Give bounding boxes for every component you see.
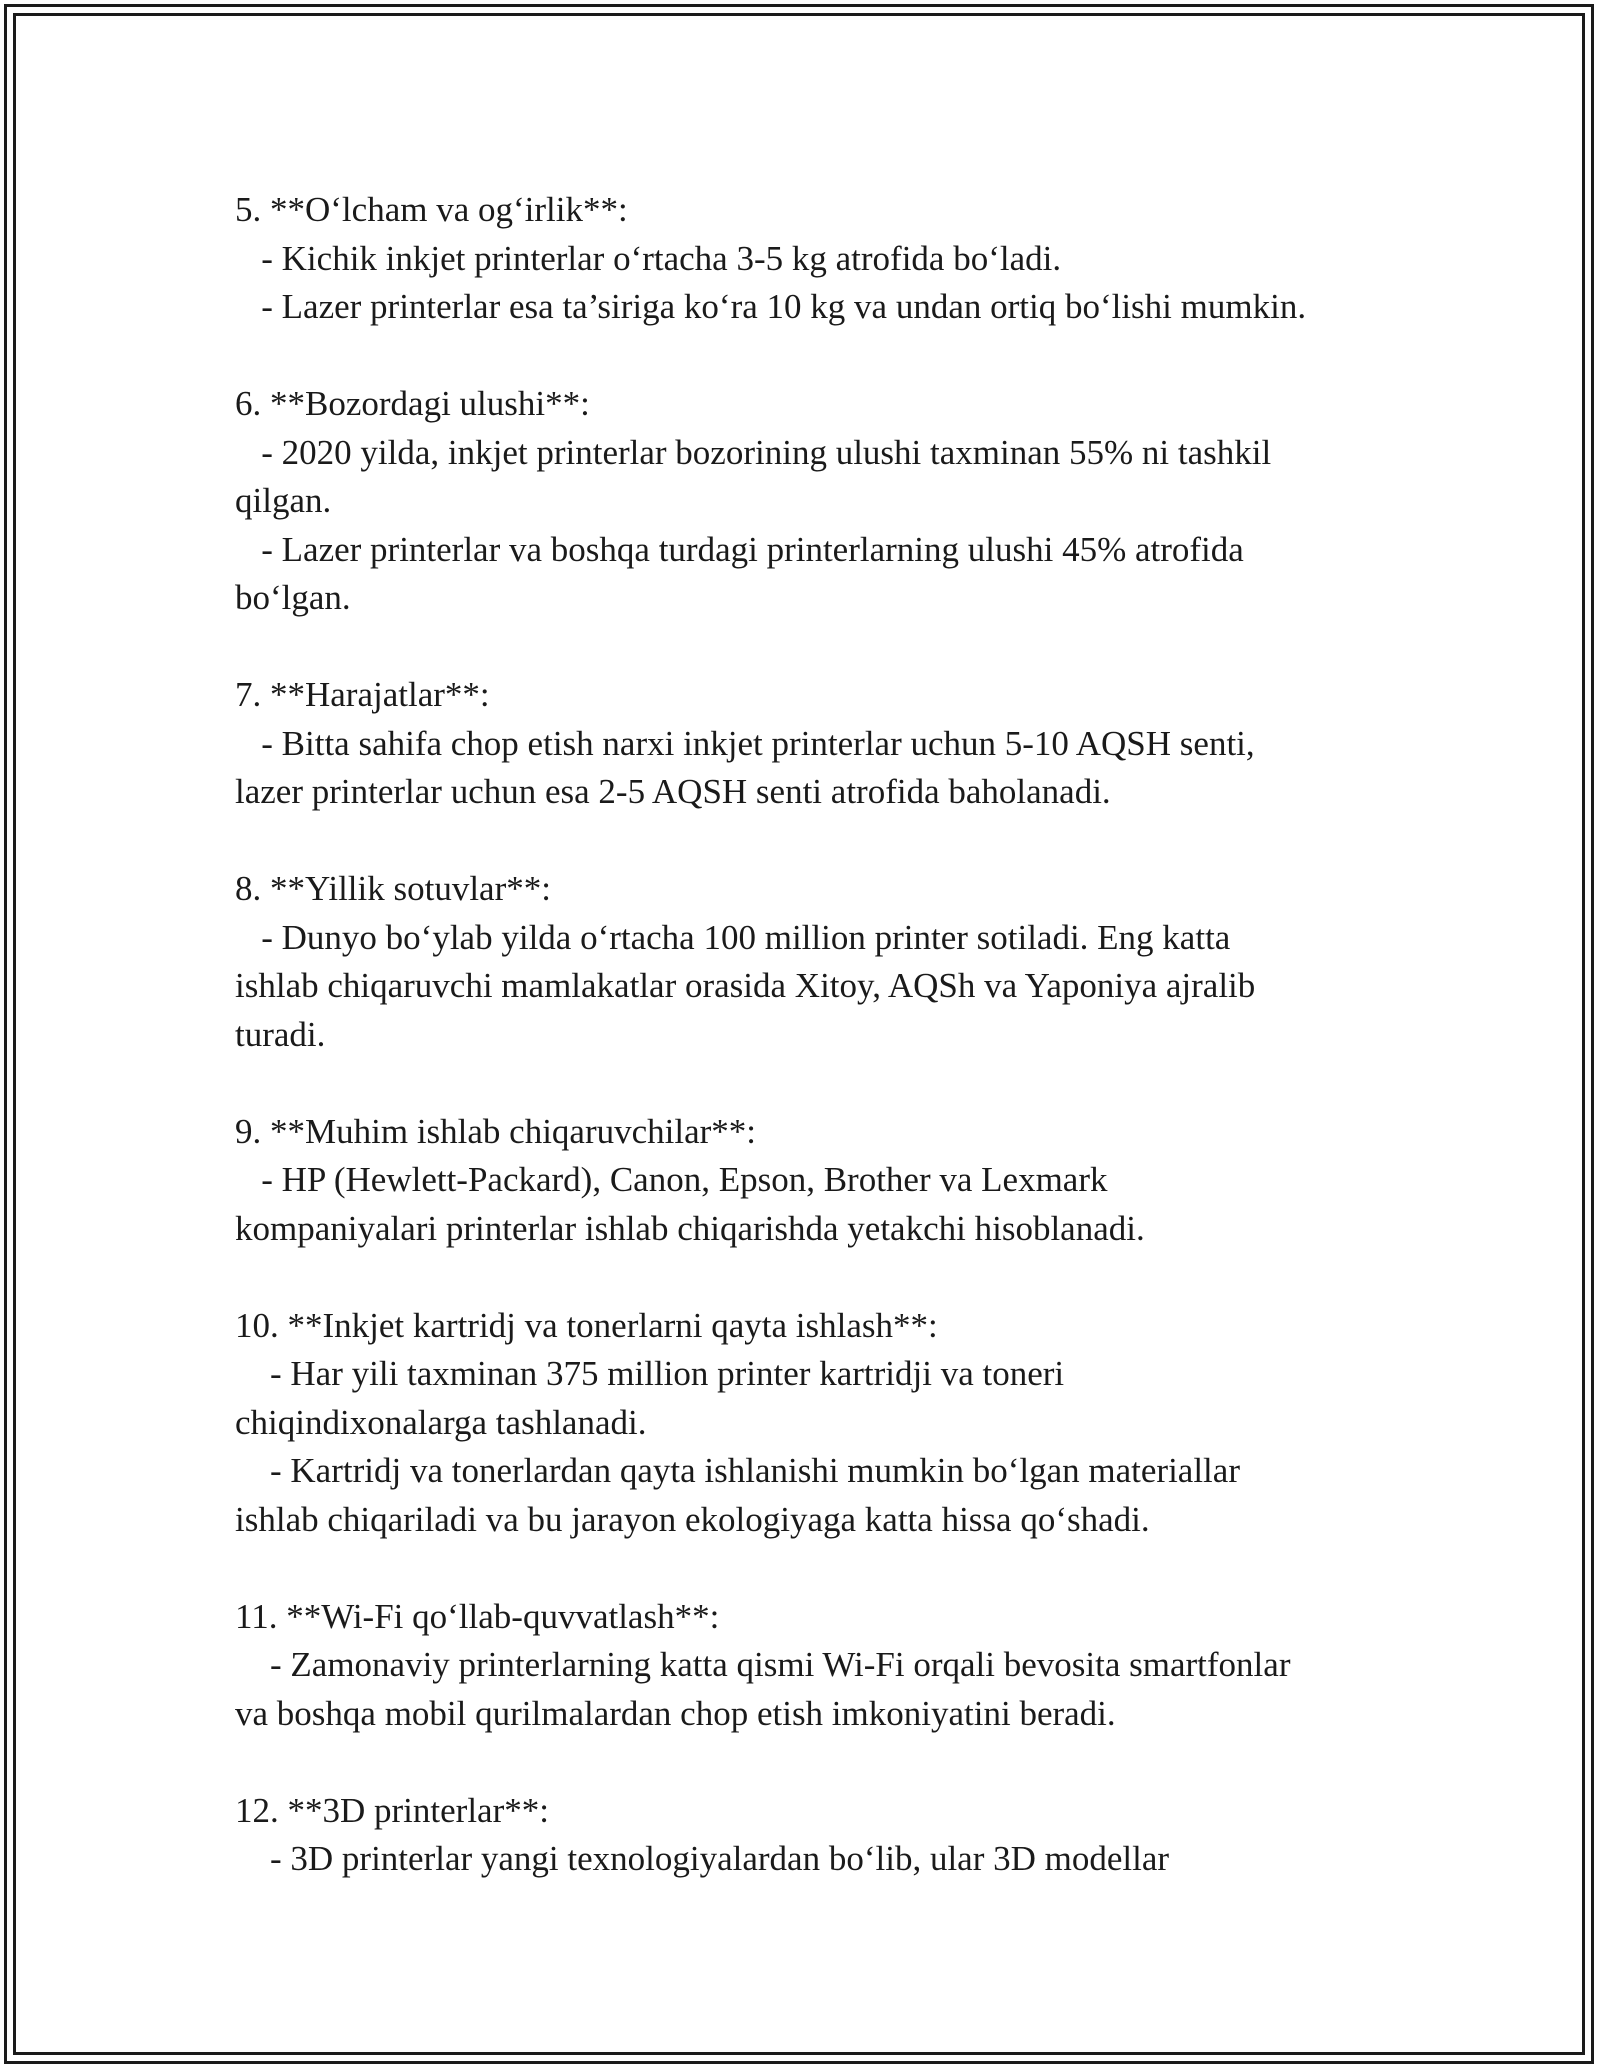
section-line: ishlab chiqariladi va bu jarayon ekologiyaga katta hissa qo‘shadi.: [235, 1499, 1150, 1539]
section-line: lazer printerlar uchun esa 2-5 AQSH senti atrofida baholanadi.: [235, 772, 1111, 811]
section-9: [235, 1108, 1415, 1254]
section-line: kompaniyalari printerlar ishlab chiqarishda yetakchi hisoblanadi.: [235, 1208, 1145, 1248]
section-12: [235, 1787, 1415, 1884]
section-line: turadi.: [235, 1014, 326, 1054]
section-line: va boshqa mobil qurilmalardan chop etish imkoniyatini beradi.: [235, 1693, 1116, 1733]
document-body: [235, 186, 1415, 1932]
section-line: - 3D printerlar yangi texnologiyalardan bo‘lib, ular 3D modellar: [235, 1839, 1170, 1878]
section-line: - HP (Hewlett-Packard), Canon, Epson, Brother va Lexmark: [235, 1160, 1108, 1199]
section-heading: 8. **Yillik sotuvlar**:: [235, 869, 551, 908]
section-line: - Zamonaviy printerlarning katta qismi Wi-Fi orqali bevosita smartfonlar: [235, 1645, 1291, 1684]
section-line: ishlab chiqaruvchi mamlakatlar orasida Xitoy, AQSh va Yaponiya ajralib: [235, 966, 1256, 1005]
section-line: - Lazer printerlar esa ta’siriga ko‘ra 10 kg va undan ortiq bo‘lishi mumkin.: [235, 287, 1307, 326]
section-line: - Lazer printerlar va boshqa turdagi printerlarning ulushi 45% atrofida: [235, 529, 1244, 569]
section-line: - Kichik inkjet printerlar o‘rtacha 3-5 kg atrofida bo‘ladi.: [235, 238, 1062, 278]
section-5: [235, 186, 1415, 332]
section-11: [235, 1593, 1415, 1739]
section-10: [235, 1302, 1415, 1545]
section-6: [235, 380, 1415, 623]
section-heading: 9. **Muhim ishlab chiqaruvchilar**:: [235, 1111, 757, 1151]
section-line: bo‘lgan.: [235, 578, 351, 617]
section-heading: 11. **Wi-Fi qo‘llab-quvvatlash**:: [235, 1596, 720, 1636]
section-heading: 6. **Bozordagi ulushi**:: [235, 384, 590, 423]
section-line: - Dunyo bo‘ylab yilda o‘rtacha 100 million printer sotiladi. Eng katta: [235, 917, 1231, 957]
section-7: [235, 671, 1415, 817]
section-heading: 12. **3D printerlar**:: [235, 1790, 549, 1830]
section-line: - Har yili taxminan 375 million printer kartridji va toneri: [235, 1354, 1065, 1393]
section-heading: 7. **Harajatlar**:: [235, 675, 490, 714]
section-line: - Kartridj va tonerlardan qayta ishlanishi mumkin bo‘lgan materiallar: [235, 1451, 1240, 1490]
section-line: - Bitta sahifa chop etish narxi inkjet printerlar uchun 5-10 AQSH senti,: [235, 723, 1255, 763]
section-8: [235, 865, 1415, 1059]
section-heading: 5. **O‘lcham va og‘irlik**:: [235, 190, 628, 229]
section-line: - 2020 yilda, inkjet printerlar bozorining ulushi taxminan 55% ni tashkil: [235, 432, 1272, 472]
section-line: qilgan.: [235, 481, 332, 520]
section-line: chiqindixonalarga tashlanadi.: [235, 1402, 647, 1442]
section-heading: 10. **Inkjet kartridj va tonerlarni qayta ishlash**:: [235, 1305, 938, 1345]
